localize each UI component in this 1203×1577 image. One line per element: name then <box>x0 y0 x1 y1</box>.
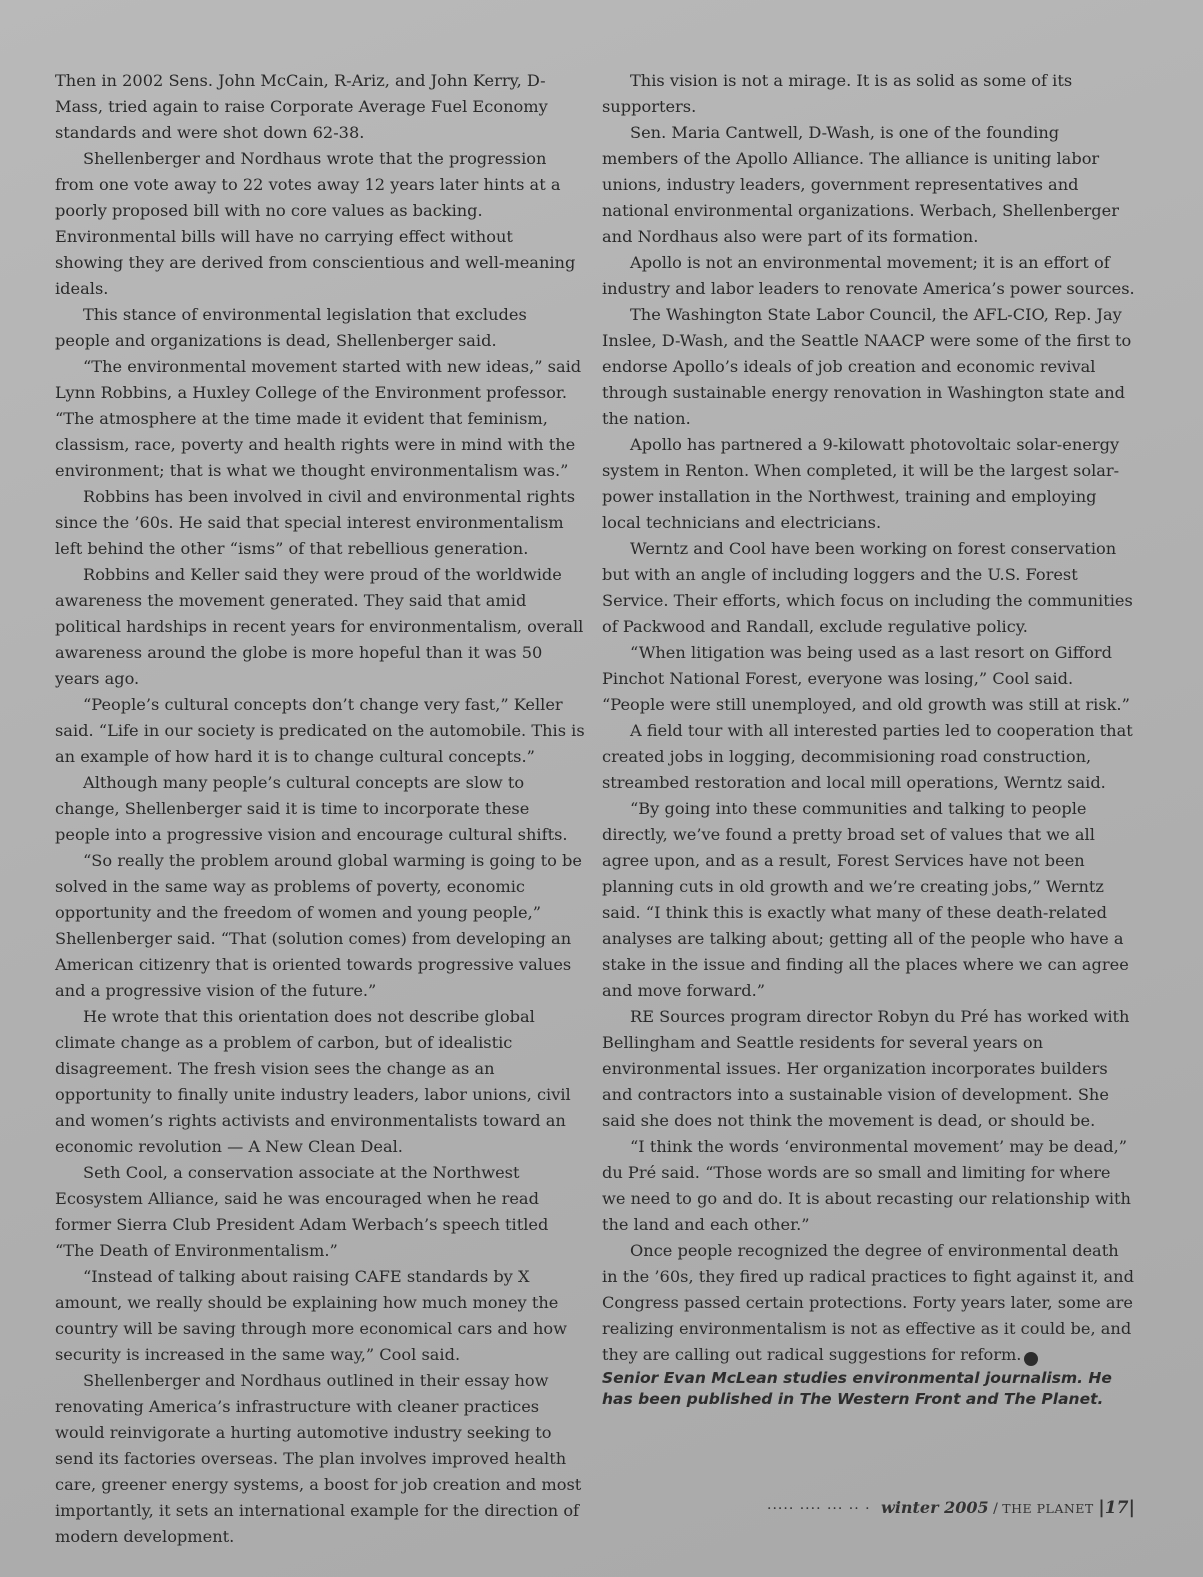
left-column <box>55 68 585 1550</box>
paragraph: Apollo is not an environmental movement; it is an effort of industry and labor leaders to renovate America’s power sources. <box>602 253 1135 298</box>
paragraph: “By going into these communities and talking to people directly, we’ve found a pretty broad set of values that we all agree upon, and as a result, Forest Services have not been planning cuts in old growth and we’re creating jobs,” Werntz said. “I think this is exactly what many of these death-related analyses are talking about; getting all of the people who have a stake in the issue and finding all the places where we can agree and move forward.” <box>602 799 1129 1000</box>
paragraph: “The environmental movement started with new ideas,” said Lynn Robbins, a Huxley College of the Environment professor. “The atmosphere at the time made it evident that feminism, classism, race, poverty and health rights were in mind with the environment; that is what we thought environmentalism was.” <box>55 357 582 480</box>
paragraph-text: Once people recognized the degree of environmental death in the ’60s, they fired up radical practices to fight against it, and Congress passed certain protections. Forty years later, some are realizing environmentalism is not as effective as it could be, and they are calling out radical suggestions for reform. <box>602 1241 1134 1364</box>
paragraph: This vision is not a mirage. It is as solid as some of its supporters. <box>602 71 1073 116</box>
page-number-divider: | <box>1128 1497 1135 1518</box>
paragraph: “So really the problem around global warming is going to be solved in the same way as problems of poverty, economic opportunity and the freedom of women and young people,” Shellenberger said. “That (solution comes) from developing an American citizenry that is oriented towards progressive values and a progressive vision of the future.” <box>55 851 582 1000</box>
paragraph: Shellenberger and Nordhaus outlined in their essay how renovating America’s infrastructure with cleaner practices would reinvigorate a hurting automotive industry seeking to send its factories overseas. The plan involves improved health care, greener energy systems, a boost for job creation and most importantly, it sets an international example for the direction of modern development. <box>55 1371 582 1546</box>
page-number-divider: | <box>1098 1497 1105 1518</box>
paragraph: RE Sources program director Robyn du Pré has worked with Bellingham and Seattle residents for several years on environmental issues. Her organization incorporates builders and contractors into a sustainable vision of development. She said she does not think the movement is dead, or should be. <box>602 1007 1130 1130</box>
footer-separator: / <box>993 1501 998 1517</box>
paragraph: “People’s cultural concepts don’t change very fast,” Keller said. “Life in our society is predicated on the automobile. This is an example of how hard it is to change cultural concepts.” <box>55 695 585 766</box>
paragraph: He wrote that this orientation does not describe global climate change as a problem of carbon, but of idealistic disagreement. The fresh vision sees the change as an opportunity to finally unite industry leaders, labor unions, civil and women’s rights activists and environmentalists toward an economic revolution — A New Clean Deal. <box>55 1007 571 1156</box>
paragraph: Although many people’s cultural concepts are slow to change, Shellenberger said it is time to incorporate these people into a progressive vision and encourage cultural shifts. <box>55 773 568 844</box>
issue-season: winter 2005 <box>881 1498 989 1517</box>
paragraph: Sen. Maria Cantwell, D-Wash, is one of the founding members of the Apollo Alliance. The alliance is uniting labor unions, industry leaders, government representatives and national environmental organizations. Werbach, Shellenberger and Nordhaus also were part of its formation. <box>602 123 1119 246</box>
paragraph: Apollo has partnered a 9-kilowatt photovoltaic solar-energy system in Renton. When completed, it will be the largest solar-power installation in the Northwest, training and employing local technicians and electricians. <box>602 435 1120 532</box>
paragraph: The Washington State Labor Council, the AFL-CIO, Rep. Jay Inslee, D-Wash, and the Seattle NAACP were some of the first to endorse Apollo’s ideals of job creation and economic revival through sustainable energy renovation in Washington state and the nation. <box>602 305 1132 428</box>
paragraph: Robbins and Keller said they were proud of the worldwide awareness the movement generated. They said that amid political hardships in recent years for environmentalism, overall awareness around the globe is more hopeful than it was 50 years ago. <box>55 565 584 688</box>
paragraph: This stance of environmental legislation that excludes people and organizations is dead, Shellenberger said. <box>55 305 527 350</box>
final-paragraph <box>602 1238 1137 1368</box>
paragraph: “When litigation was being used as a last resort on Gifford Pinchot National Forest, everyone was losing,” Cool said. “People were still unemployed, and old growth was still at risk.” <box>602 643 1130 714</box>
paragraph: Werntz and Cool have been working on forest conservation but with an angle of including loggers and the U.S. Forest Service. Their efforts, which focus on including the communities of Packwood and Randall, exclude regulative policy. <box>602 539 1133 636</box>
paragraph: Then in 2002 Sens. John McCain, R-Ariz, and John Kerry, D-Mass, tried again to raise Corporate Average Fuel Economy standards and were shot down 62-38. <box>55 71 548 142</box>
paragraph: “I think the words ‘environmental movement’ may be dead,” du Pré said. “Those words are so small and limiting for where we need to go and do. It is about recasting our relationship with the land and each other.” <box>602 1137 1131 1234</box>
author-bio: Senior Evan McLean studies environmental journalism. He has been published in The Western Front and The Planet. <box>602 1369 1112 1408</box>
end-of-story-icon <box>1024 1352 1038 1366</box>
page-number: 17 <box>1104 1498 1129 1518</box>
paragraph: Shellenberger and Nordhaus wrote that the progression from one vote away to 22 votes away 12 years later hints at a poorly proposed bill with no core values as backing. Environmental bills will have no carrying effect without showing they are derived from conscientious and well-meaning ideals. <box>55 149 576 298</box>
right-column <box>602 68 1137 1410</box>
magazine-name: THE PLANET <box>1002 1501 1094 1516</box>
paragraph: Robbins has been involved in civil and environmental rights since the ’60s. He said that special interest environmentalism left behind the other “isms” of that rebellious generation. <box>55 487 576 558</box>
page-footer <box>767 1497 1135 1518</box>
paragraph: Seth Cool, a conservation associate at the Northwest Ecosystem Alliance, said he was encouraged when he read former Sierra Club President Adam Werbach’s speech titled “The Death of Environmentalism.” <box>55 1163 549 1260</box>
paragraph: “Instead of talking about raising CAFE standards by X amount, we really should be explaining how much money the country will be saving through more economical cars and how security is increased in the same way,” Cool said. <box>55 1267 568 1364</box>
paragraph: A field tour with all interested parties led to cooperation that created jobs in logging, decommisioning road construction, streambed restoration and local mill operations, Werntz said. <box>602 721 1133 792</box>
footer-dots: ····· ···· ··· ·· · <box>767 1501 871 1517</box>
